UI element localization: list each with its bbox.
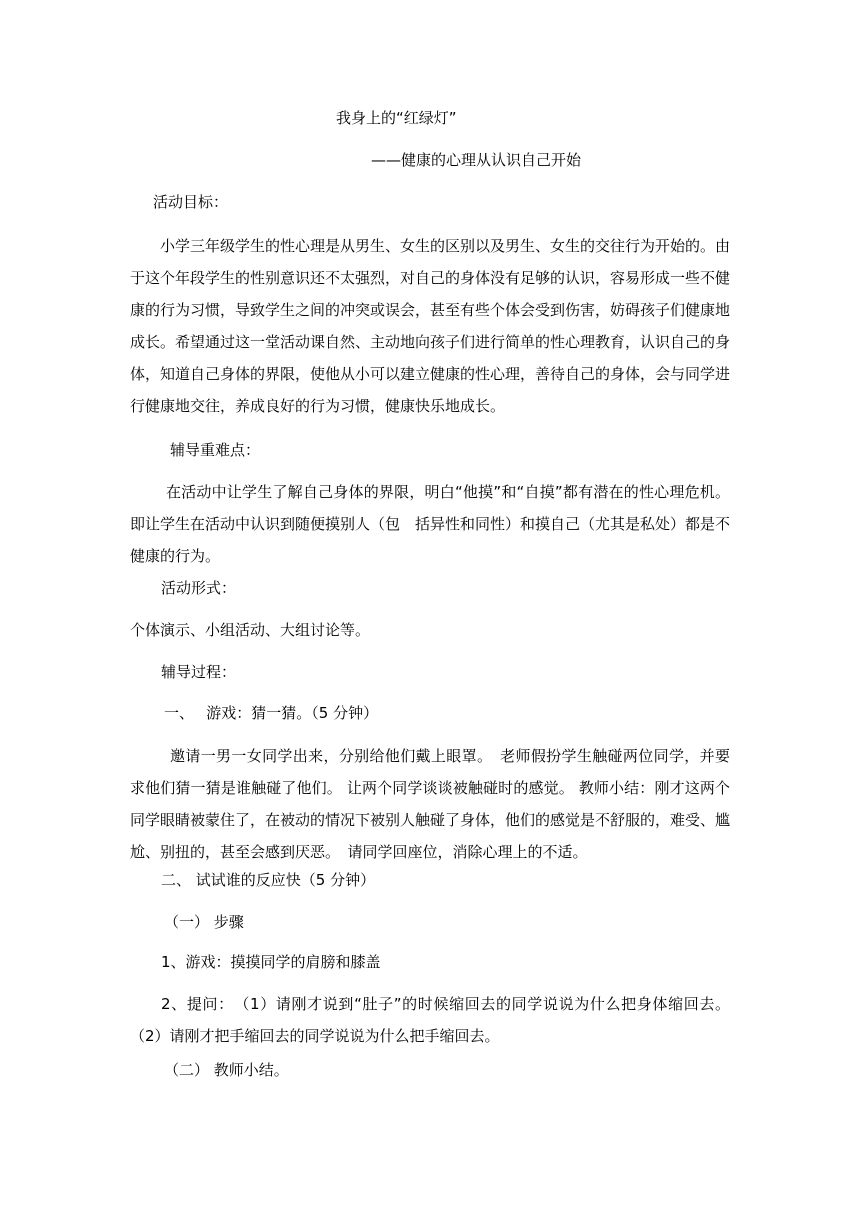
form-heading: 活动形式： [161, 579, 237, 597]
document-title: 我身上的“红绿灯” [336, 109, 457, 127]
document-subtitle: ——健康的心理从认识自己开始 [371, 151, 582, 169]
key-heading: 辅导重难点： [170, 441, 261, 459]
step2-subheading-2: （二） 教师小结。 [164, 1061, 289, 1079]
process-heading: 辅导过程： [161, 663, 237, 681]
step1-heading: 一、 游戏：猜一猜。（5 分钟） [164, 704, 379, 722]
form-paragraph: 个体演示、小组活动、大组讨论等。 [130, 621, 371, 639]
step2-item-1: 1、游戏：摸摸同学的肩膀和膝盖 [161, 953, 381, 971]
key-paragraph: 在活动中让学生了解自己身体的界限，明白“他摸”和“自摸”都有潜在的性心理危机。即让学生在活动中认识到随便摸别人（包 括异性和同性）和摸自己（尤其是私处）都是不健康的行为。 [130, 483, 731, 565]
goal-heading: 活动目标： [153, 193, 229, 211]
step1-paragraph: 邀请一男一女同学出来，分别给他们戴上眼罩。 老师假扮学生触碰两位同学，并要求他们猜一猜是谁触碰了他们。 让两个同学谈谈被触碰时的感觉。 教师小结：刚才这两个同学眼睛被蒙住了，在被动的情况下被别人触碰了身体，他们的感觉是不舒服的，难受、尴尬、别扭的，甚至会感到厌恶。 请同学回座位，消除心理上的不适。 [130, 747, 731, 861]
step2-subheading-1: （一） 步骤 [164, 913, 244, 931]
goal-paragraph: 小学三年级学生的性心理是从男生、女生的区别以及男生、女生的交往行为开始的。由于这个年段学生的性别意识还不太强烈，对自己的身体没有足够的认识，容易形成一些不健康的行为习惯，导致学生之间的冲突或误会，甚至有些个体会受到伤害，妨碍孩子们健康地成长。希望通过这一堂活动课自然、主动地向孩子们进行简单的性心理教育，认识自己的身体，知道自己身体的界限，使他从小可以建立健康的性心理，善待自己的身体，会与同学进行健康地交往，养成良好的行为习惯，健康快乐地成长。 [130, 237, 731, 415]
step2-heading: 二、 试试谁的反应快（5 分钟） [161, 871, 376, 889]
step2-item-2: 2、提问： （1）请刚才说到“肚子”的时候缩回去的同学说说为什么把身体缩回去。 （2）请刚才把手缩回去的同学说说为什么把手缩回去。 [130, 995, 730, 1045]
